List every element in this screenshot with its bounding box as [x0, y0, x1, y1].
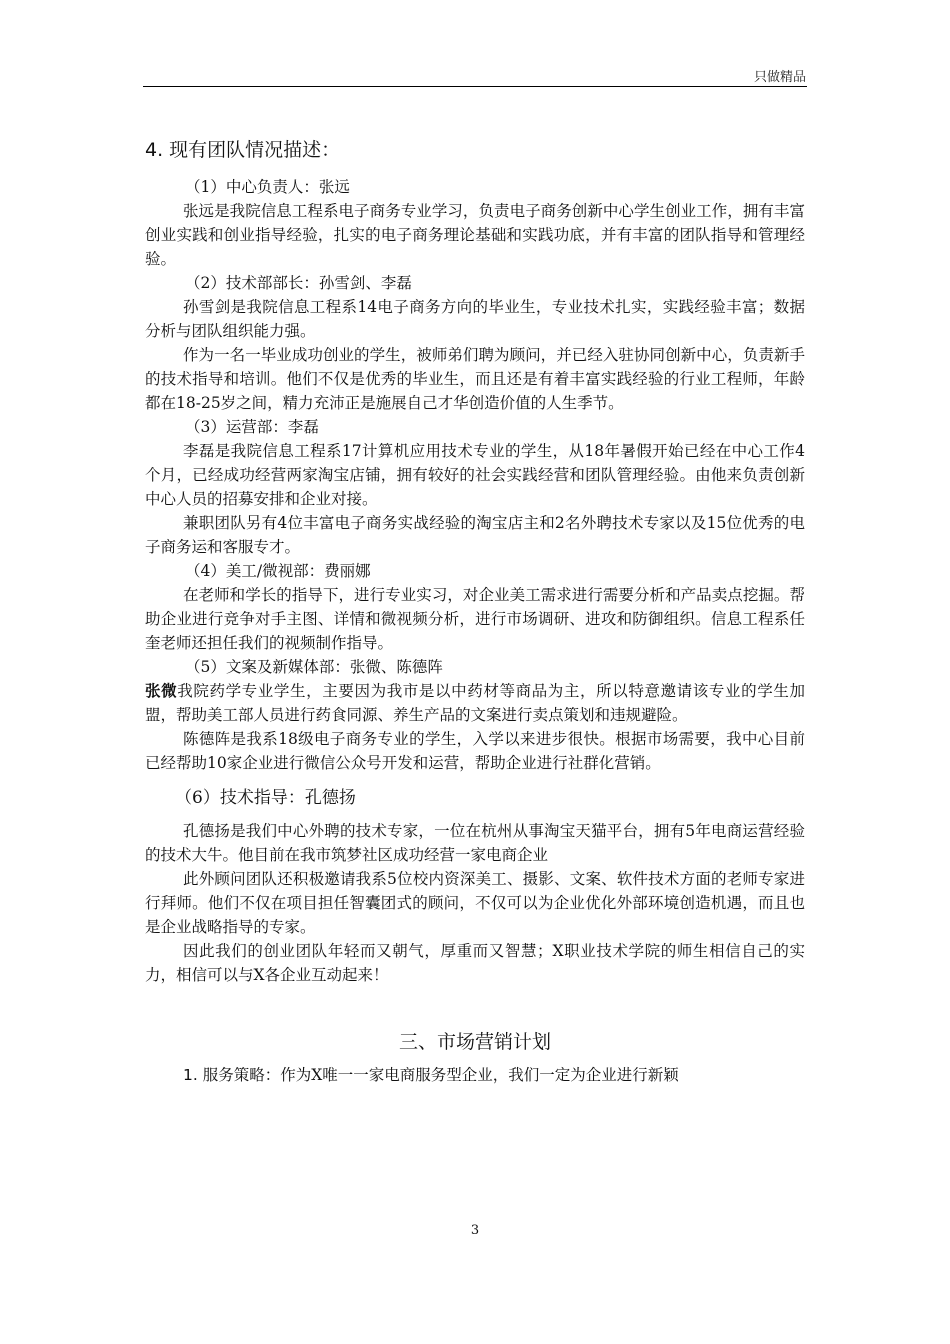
subheading-tech-dept: （2）技术部部长：孙雪剑、李磊	[185, 274, 412, 292]
strategy-label: 1. 服务策略：	[183, 1066, 281, 1084]
subheading-operations: （3）运营部：李磊	[185, 418, 319, 436]
paragraph-conclusion: 因此我们的创业团队年轻而又朝气，厚重而又智慧；X职业技术学院的师生相信自己的实力，相信可以与X各企业互动起来！	[145, 942, 805, 984]
header-rule	[143, 86, 807, 87]
paragraph-zhang-yuan: 张远是我院信息工程系电子商务专业学习，负责电子商务创新中心学生创业工作，拥有丰富创业实践和创业指导经验，扎实的电子商务理论基础和实践功底，并有丰富的团队指导和管理经验。	[145, 202, 805, 268]
paragraph-chen-dezhen: 陈德阵是我系18级电子商务专业的学生，入学以来进步很快。根据市场需要，我中心目前已经帮助10家企业进行微信公众号开发和运营，帮助企业进行社群化营销。	[145, 730, 805, 772]
page-number: 3	[470, 1223, 480, 1238]
name-zhang-wei: 张微	[145, 681, 178, 700]
paragraph-li-lei: 李磊是我院信息工程系17计算机应用技术专业的学生，从18年暑假开始已经在中心工作4个月，已经成功经营两家淘宝店铺，拥有较好的社会实践经营和团队管理经验。由他来负责创新中心人员的招募安排和企业对接。	[145, 442, 805, 508]
subheading-tech-guidance: （6）技术指导：孔德扬	[175, 788, 356, 808]
paragraph-zhang-wei-text: 我院药学专业学生，主要因为我市是以中药材等商品为主，所以特意邀请该专业的学生加盟，帮助美工部人员进行药食同源、养生产品的文案进行卖点策划和违规避险。	[145, 682, 805, 724]
subheading-copywriting: （5）文案及新媒体部：张微、陈德阵	[185, 658, 443, 676]
paragraph-zhang-wei	[145, 679, 805, 727]
page-header-text: 只做精品	[753, 70, 806, 85]
strategy-line	[145, 1063, 805, 1087]
subheading-design-video: （4）美工/微视部：费丽娜	[185, 562, 371, 580]
section-title: 4. 现有团队情况描述：	[145, 139, 341, 161]
paragraph-part-time-team: 兼职团队另有4位丰富电子商务实战经验的淘宝店主和2名外聘技术专家以及15位优秀的电子商务运和客服专才。	[145, 514, 805, 556]
subheading-center-leader: （1）中心负责人：张远	[185, 178, 350, 196]
page-content	[145, 135, 805, 1087]
paragraph-design-practice: 在老师和学长的指导下，进行专业实习，对企业美工需求进行需要分析和产品卖点挖掘。帮助企业进行竞争对手主图、详情和微视频分析，进行市场调研、进攻和防御组织。信息工程系任奎老师还担任我们的视频制作指导。	[145, 586, 805, 652]
paragraph-consultant: 作为一名一毕业成功创业的学生，被师弟们聘为顾问，并已经入驻协同创新中心，负责新手的技术指导和培训。他们不仅是优秀的毕业生，而且还是有着丰富实践经验的行业工程师，年龄都在18-25岁之间，精力充沛正是施展自己才华创造价值的人生季节。	[145, 346, 805, 412]
strategy-text: 作为X唯一一家电商服务型企业，我们一定为企业进行新颖	[280, 1066, 679, 1084]
paragraph-advisors: 此外顾问团队还积极邀请我系5位校内资深美工、摄影、文案、软件技术方面的老师专家进行拜师。他们不仅在项目担任智囊团式的顾问，不仅可以为企业优化外部环境创造机遇，而且也是企业战略指导的专家。	[145, 870, 805, 936]
chapter-title: 三、市场营销计划	[398, 1031, 551, 1053]
paragraph-kong-deyang: 孔德扬是我们中心外聘的技术专家，一位在杭州从事淘宝天猫平台，拥有5年电商运营经验的技术大牛。他目前在我市筑梦社区成功经营一家电商企业	[145, 822, 805, 864]
paragraph-sun-xuejian: 孙雪剑是我院信息工程系14电子商务方向的毕业生，专业技术扎实，实践经验丰富；数据分析与团队组织能力强。	[145, 298, 805, 340]
